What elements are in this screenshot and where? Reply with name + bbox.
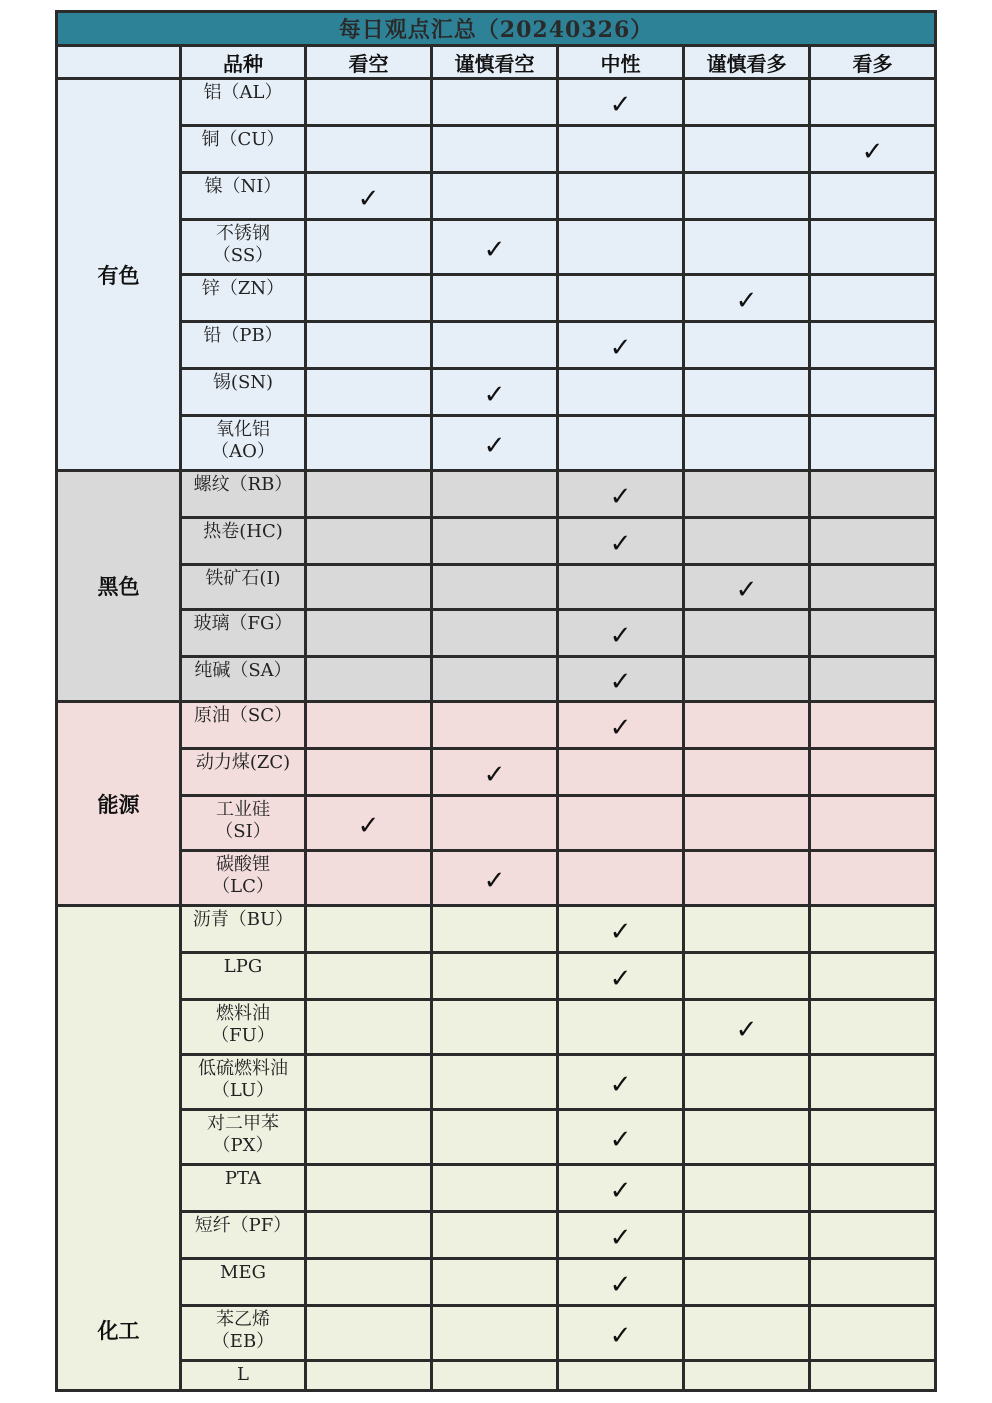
opinion-cell (432, 1259, 558, 1306)
check-mark-icon: ✓ (609, 917, 632, 947)
opinion-cell (432, 220, 558, 275)
opinion-cell (432, 610, 558, 657)
opinion-cell (684, 126, 810, 173)
opinion-cell (684, 1361, 810, 1391)
product-name: 原油（SC） (181, 702, 306, 749)
check-mark-icon: ✓ (483, 235, 506, 265)
column-header: 品种 (181, 46, 306, 79)
opinion-cell (684, 1259, 810, 1306)
table-row (57, 565, 936, 610)
opinion-cell (306, 322, 432, 369)
opinion-cell (432, 1212, 558, 1259)
opinion-cell (810, 322, 936, 369)
column-header: 谨慎看空 (432, 46, 558, 79)
product-name: 镍（NI） (181, 173, 306, 220)
opinion-cell (810, 79, 936, 126)
opinion-cell (306, 173, 432, 220)
opinion-cell (684, 416, 810, 471)
table-row (57, 369, 936, 416)
opinion-cell (432, 275, 558, 322)
opinion-cell (558, 749, 684, 796)
opinion-cell (684, 610, 810, 657)
opinion-cell (306, 657, 432, 702)
opinion-cell (306, 953, 432, 1000)
opinion-cell (306, 906, 432, 953)
opinion-cell (558, 702, 684, 749)
opinion-cell (558, 275, 684, 322)
check-mark-icon: ✓ (609, 964, 632, 994)
opinion-cell (810, 1361, 936, 1391)
opinion-cell (684, 749, 810, 796)
opinion-cell (810, 565, 936, 610)
column-header: 谨慎看多 (684, 46, 810, 79)
product-name: 铜（CU） (181, 126, 306, 173)
product-name: 工业硅 （SI） (181, 796, 306, 851)
opinion-cell (306, 471, 432, 518)
product-name: 苯乙烯 （EB） (181, 1306, 306, 1361)
opinion-cell (558, 1259, 684, 1306)
opinion-cell (810, 610, 936, 657)
opinion-cell (306, 369, 432, 416)
table-row (57, 657, 936, 702)
product-name: 锌（ZN） (181, 275, 306, 322)
opinion-cell (306, 610, 432, 657)
opinion-cell (306, 1361, 432, 1391)
header-category-blank (57, 46, 181, 79)
opinion-cell (558, 126, 684, 173)
opinion-cell (558, 173, 684, 220)
category-cell: 黑色 (57, 471, 181, 702)
opinion-cell (684, 1212, 810, 1259)
opinion-cell (432, 953, 558, 1000)
table-row (57, 953, 936, 1000)
product-name: 燃料油 （FU） (181, 1000, 306, 1055)
table-row (57, 79, 936, 126)
opinion-cell (558, 322, 684, 369)
opinion-cell (810, 953, 936, 1000)
product-name: 螺纹（RB） (181, 471, 306, 518)
check-mark-icon: ✓ (357, 184, 380, 214)
opinion-cell (810, 702, 936, 749)
opinion-cell (684, 518, 810, 565)
opinion-cell (684, 702, 810, 749)
opinion-cell (684, 796, 810, 851)
opinion-cell (810, 1212, 936, 1259)
check-mark-icon: ✓ (483, 380, 506, 410)
opinion-cell (684, 369, 810, 416)
product-name: 锡(SN) (181, 369, 306, 416)
check-mark-icon: ✓ (609, 1223, 632, 1253)
table-row (57, 416, 936, 471)
opinion-cell (432, 173, 558, 220)
check-mark-icon: ✓ (735, 575, 758, 605)
opinion-cell (684, 79, 810, 126)
opinion-cell (810, 1000, 936, 1055)
opinion-cell (306, 565, 432, 610)
opinion-cell (684, 906, 810, 953)
opinion-cell (306, 275, 432, 322)
opinion-cell (684, 565, 810, 610)
product-name: 不锈钢 （SS） (181, 220, 306, 275)
product-name: 纯碱（SA） (181, 657, 306, 702)
product-name: 铝（AL） (181, 79, 306, 126)
product-name: 低硫燃料油 （LU） (181, 1055, 306, 1110)
opinion-cell (684, 953, 810, 1000)
table-row (57, 1361, 936, 1391)
product-name: 碳酸锂 （LC） (181, 851, 306, 906)
table-row (57, 518, 936, 565)
product-name: PTA (181, 1165, 306, 1212)
opinion-cell (810, 1259, 936, 1306)
opinion-cell (810, 369, 936, 416)
check-mark-icon: ✓ (483, 431, 506, 461)
opinion-cell (684, 657, 810, 702)
opinion-cell (432, 1110, 558, 1165)
opinion-cell (306, 796, 432, 851)
opinion-cell (684, 322, 810, 369)
table-row (57, 173, 936, 220)
opinion-cell (558, 1165, 684, 1212)
opinion-cell (684, 851, 810, 906)
opinion-cell (432, 1306, 558, 1361)
opinion-cell (432, 657, 558, 702)
opinion-cell (432, 565, 558, 610)
product-name: 对二甲苯 （PX） (181, 1110, 306, 1165)
category-cell: 有色 (57, 79, 181, 471)
check-mark-icon: ✓ (609, 333, 632, 363)
opinion-cell (558, 1212, 684, 1259)
opinion-cell (432, 1361, 558, 1391)
opinion-cell (810, 657, 936, 702)
opinion-cell (810, 796, 936, 851)
opinion-cell (810, 173, 936, 220)
opinion-cell (810, 851, 936, 906)
opinion-cell (810, 220, 936, 275)
opinion-cell (432, 1055, 558, 1110)
opinion-cell (558, 1306, 684, 1361)
product-name: 动力煤(ZC) (181, 749, 306, 796)
category-cell: 能源 (57, 702, 181, 906)
table-row (57, 126, 936, 173)
product-name: 铁矿石(I) (181, 565, 306, 610)
product-name: MEG (181, 1259, 306, 1306)
table-row (57, 702, 936, 749)
check-mark-icon: ✓ (609, 529, 632, 559)
opinion-cell (432, 79, 558, 126)
table-row (57, 749, 936, 796)
opinion-cell (558, 565, 684, 610)
opinion-cell (306, 1000, 432, 1055)
opinion-cell (306, 1110, 432, 1165)
opinion-cell (810, 749, 936, 796)
opinion-cell (306, 1165, 432, 1212)
check-mark-icon: ✓ (735, 286, 758, 316)
opinion-cell (306, 1259, 432, 1306)
opinion-cell (810, 1165, 936, 1212)
opinion-table (55, 10, 937, 1392)
product-name: LPG (181, 953, 306, 1000)
product-name: 短纤（PF） (181, 1212, 306, 1259)
table-row (57, 275, 936, 322)
opinion-cell (432, 126, 558, 173)
check-mark-icon: ✓ (609, 667, 632, 697)
opinion-cell (558, 953, 684, 1000)
page-title: 每日观点汇总（20240326） (57, 12, 936, 46)
opinion-cell (432, 322, 558, 369)
opinion-cell (306, 79, 432, 126)
opinion-cell (306, 1306, 432, 1361)
opinion-cell (684, 220, 810, 275)
opinion-cell (684, 1306, 810, 1361)
check-mark-icon: ✓ (609, 1070, 632, 1100)
table-row (57, 220, 936, 275)
table-row (57, 1055, 936, 1110)
table-row (57, 1165, 936, 1212)
table-row (57, 1000, 936, 1055)
opinion-cell (432, 1000, 558, 1055)
opinion-cell (558, 220, 684, 275)
opinion-cell (306, 126, 432, 173)
check-mark-icon: ✓ (483, 760, 506, 790)
product-name: L (181, 1361, 306, 1391)
opinion-cell (684, 1055, 810, 1110)
opinion-cell (432, 518, 558, 565)
opinion-cell (558, 610, 684, 657)
opinion-cell (432, 416, 558, 471)
opinion-cell (810, 518, 936, 565)
table-body (57, 46, 936, 1391)
opinion-cell (432, 796, 558, 851)
opinion-cell (432, 471, 558, 518)
opinion-cell (558, 796, 684, 851)
check-mark-icon: ✓ (609, 1125, 632, 1155)
opinion-cell (432, 702, 558, 749)
table-row (57, 1306, 936, 1361)
check-mark-icon: ✓ (861, 137, 884, 167)
opinion-cell (558, 906, 684, 953)
table-row (57, 610, 936, 657)
table-row (57, 906, 936, 953)
check-mark-icon: ✓ (609, 621, 632, 651)
table-row (57, 471, 936, 518)
product-name: 玻璃（FG） (181, 610, 306, 657)
opinion-cell (558, 471, 684, 518)
check-mark-icon: ✓ (609, 90, 632, 120)
opinion-cell (684, 471, 810, 518)
opinion-cell (810, 126, 936, 173)
header-row (57, 46, 936, 79)
opinion-cell (432, 369, 558, 416)
product-name: 氧化铝 （AO） (181, 416, 306, 471)
opinion-cell (306, 1055, 432, 1110)
check-mark-icon: ✓ (609, 1321, 632, 1351)
opinion-cell (306, 851, 432, 906)
opinion-cell (810, 1110, 936, 1165)
check-mark-icon: ✓ (609, 1176, 632, 1206)
check-mark-icon: ✓ (735, 1015, 758, 1045)
opinion-cell (810, 1055, 936, 1110)
table-row (57, 796, 936, 851)
product-name: 沥青（BU） (181, 906, 306, 953)
opinion-cell (684, 1165, 810, 1212)
opinion-cell (306, 702, 432, 749)
product-name: 热卷(HC) (181, 518, 306, 565)
opinion-cell (684, 275, 810, 322)
opinion-summary-sheet (55, 10, 937, 1392)
opinion-cell (558, 1000, 684, 1055)
opinion-cell (306, 518, 432, 565)
opinion-cell (432, 749, 558, 796)
opinion-cell (558, 416, 684, 471)
table-row (57, 851, 936, 906)
opinion-cell (558, 79, 684, 126)
opinion-cell (558, 1055, 684, 1110)
opinion-cell (306, 749, 432, 796)
opinion-cell (810, 471, 936, 518)
opinion-cell (558, 1361, 684, 1391)
opinion-cell (684, 173, 810, 220)
opinion-cell (558, 657, 684, 702)
table-row (57, 1259, 936, 1306)
check-mark-icon: ✓ (357, 811, 380, 841)
opinion-cell (558, 1110, 684, 1165)
opinion-cell (810, 416, 936, 471)
column-header: 中性 (558, 46, 684, 79)
opinion-cell (432, 906, 558, 953)
opinion-cell (684, 1110, 810, 1165)
opinion-cell (810, 1306, 936, 1361)
opinion-cell (558, 369, 684, 416)
opinion-cell (810, 906, 936, 953)
opinion-cell (306, 416, 432, 471)
opinion-cell (558, 518, 684, 565)
column-header: 看空 (306, 46, 432, 79)
table-row (57, 322, 936, 369)
opinion-cell (810, 275, 936, 322)
opinion-cell (432, 1165, 558, 1212)
opinion-cell (432, 851, 558, 906)
column-header: 看多 (810, 46, 936, 79)
table-row (57, 1110, 936, 1165)
category-cell: 化工 (57, 906, 181, 1391)
check-mark-icon: ✓ (609, 1270, 632, 1300)
opinion-cell (558, 851, 684, 906)
product-name: 铅（PB） (181, 322, 306, 369)
table-row (57, 1212, 936, 1259)
check-mark-icon: ✓ (609, 482, 632, 512)
check-mark-icon: ✓ (609, 713, 632, 743)
opinion-cell (684, 1000, 810, 1055)
opinion-cell (306, 1212, 432, 1259)
check-mark-icon: ✓ (483, 866, 506, 896)
opinion-cell (306, 220, 432, 275)
